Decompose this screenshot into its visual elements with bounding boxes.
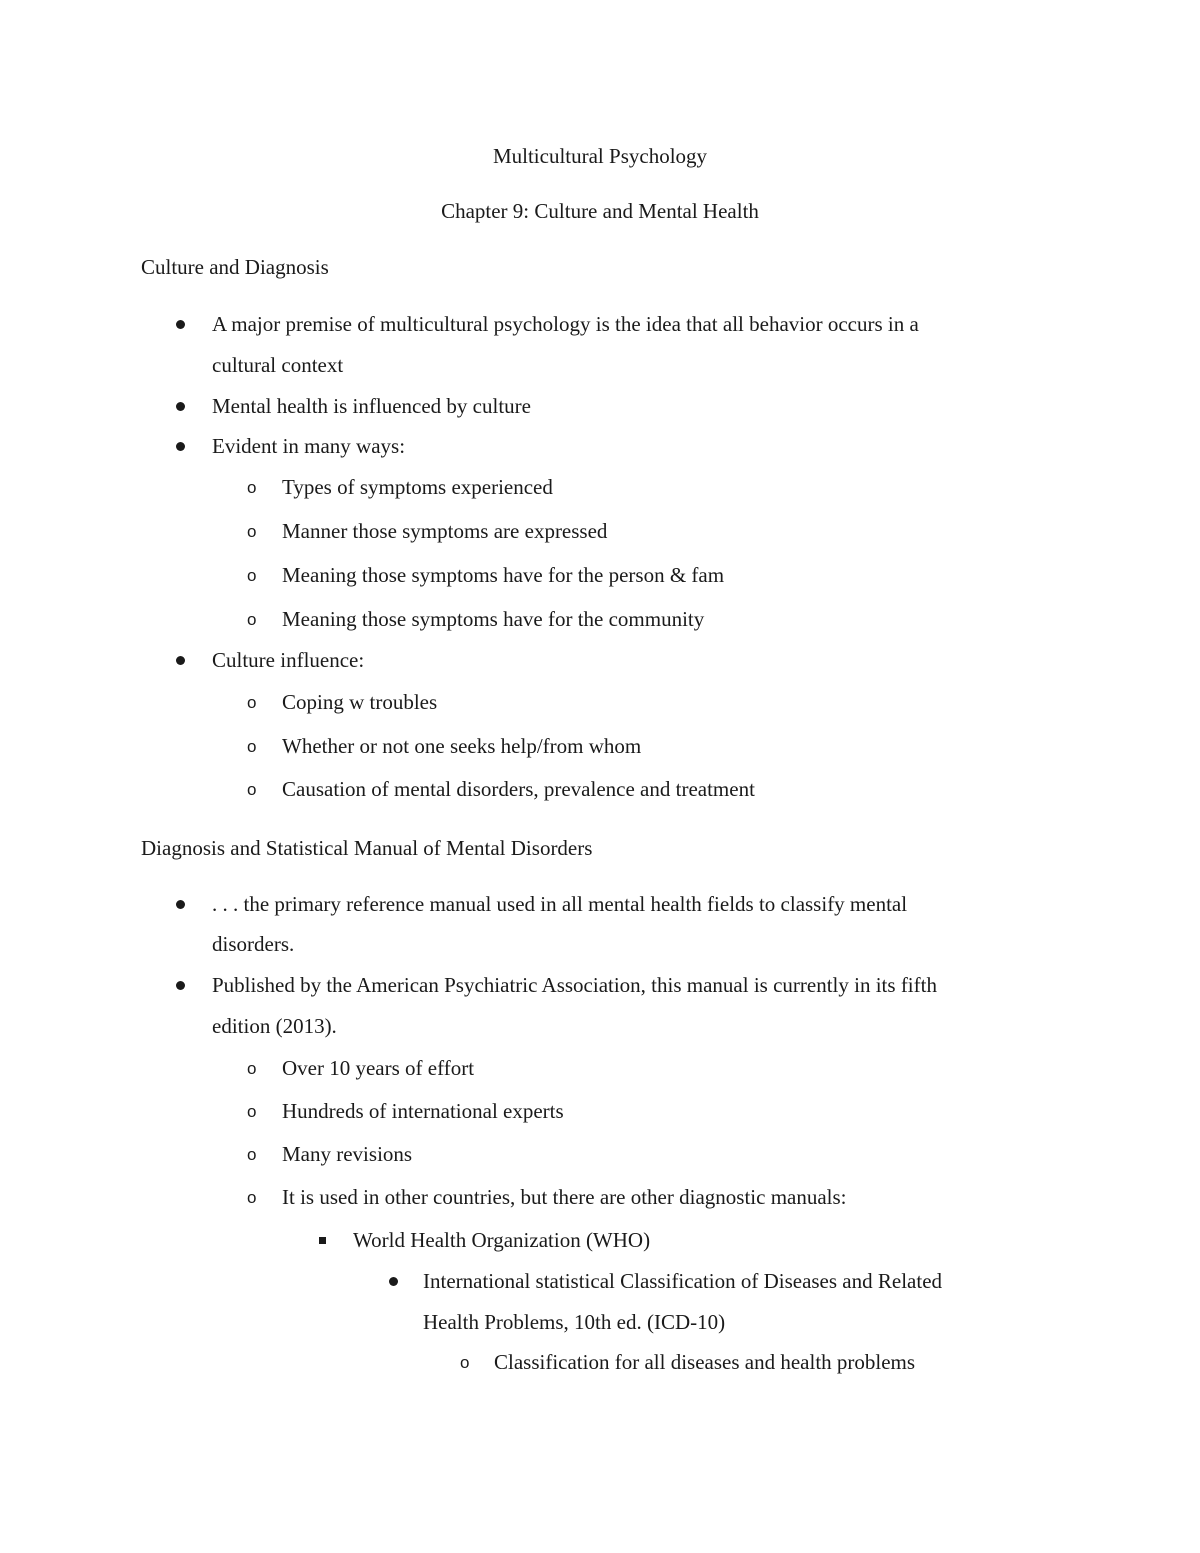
sub-list-item: Types of symptoms experienced [282, 475, 553, 499]
sub-list-item: Many revisions [282, 1142, 413, 1166]
sub-list-item: Meaning those symptoms have for the person & fam [282, 563, 725, 587]
sub-sub-list-item: World Health Organization (WHO) [353, 1228, 651, 1252]
sub-list-item: Causation of mental disorders, prevalence and treatment [282, 777, 755, 801]
bullet-disc-icon [176, 442, 185, 451]
sub-list-item: Whether or not one seeks help/from whom [282, 734, 642, 758]
section-heading-dsm: Diagnosis and Statistical Manual of Mental Disorders [141, 836, 593, 860]
bullet-disc-icon [176, 402, 185, 411]
sub-list-item: Hundreds of international experts [282, 1099, 564, 1123]
sub-list-item: Manner those symptoms are expressed [282, 519, 608, 543]
list-item-continuation: disorders. [212, 932, 295, 956]
bullet-circle-icon: o [247, 478, 257, 497]
bullet-disc-icon [176, 900, 185, 909]
section-heading-culture-diagnosis: Culture and Diagnosis [141, 255, 329, 279]
bullet-disc-icon [176, 981, 185, 990]
bullet-circle-icon: o [247, 1188, 257, 1207]
list-item-continuation: edition (2013). [212, 1014, 337, 1038]
sub-list-item: Coping w troubles [282, 690, 438, 714]
level5-list-item: Classification for all diseases and health problems [494, 1350, 916, 1374]
bullet-circle-icon: o [460, 1353, 470, 1372]
sub-list-item: Meaning those symptoms have for the community [282, 607, 705, 631]
bullet-circle-icon: o [247, 566, 257, 585]
bullet-circle-icon: o [247, 780, 257, 799]
bullet-disc-icon [389, 1277, 398, 1286]
bullet-circle-icon: o [247, 1145, 257, 1164]
document-title: Multicultural Psychology [492, 144, 708, 168]
bullet-circle-icon: o [247, 522, 257, 541]
sub-list-item: Over 10 years of effort [282, 1056, 475, 1080]
bullet-square-icon [319, 1237, 326, 1244]
bullet-circle-icon: o [247, 1102, 257, 1121]
list-item: Evident in many ways: [212, 434, 406, 458]
list-item: Published by the American Psychiatric Association, this manual is currently in its fifth [212, 973, 937, 997]
bullet-circle-icon: o [247, 693, 257, 712]
level4-list-item-continuation: Health Problems, 10th ed. (ICD-10) [423, 1310, 726, 1334]
list-item-continuation: cultural context [212, 353, 344, 377]
list-item: . . . the primary reference manual used in all mental health fields to classify mental [212, 892, 908, 916]
chapter-subtitle: Chapter 9: Culture and Mental Health [441, 199, 759, 223]
list-item: Mental health is influenced by culture [212, 394, 531, 418]
bullet-circle-icon: o [247, 610, 257, 629]
list-item: Culture influence: [212, 648, 365, 672]
level4-list-item: International statistical Classification of Diseases and Related [423, 1269, 943, 1293]
bullet-disc-icon [176, 656, 185, 665]
bullet-disc-icon [176, 320, 185, 329]
bullet-circle-icon: o [247, 1059, 257, 1078]
bullet-circle-icon: o [247, 737, 257, 756]
sub-list-item: It is used in other countries, but there are other diagnostic manuals: [282, 1185, 847, 1209]
list-item: A major premise of multicultural psychology is the idea that all behavior occurs in a [212, 312, 919, 336]
